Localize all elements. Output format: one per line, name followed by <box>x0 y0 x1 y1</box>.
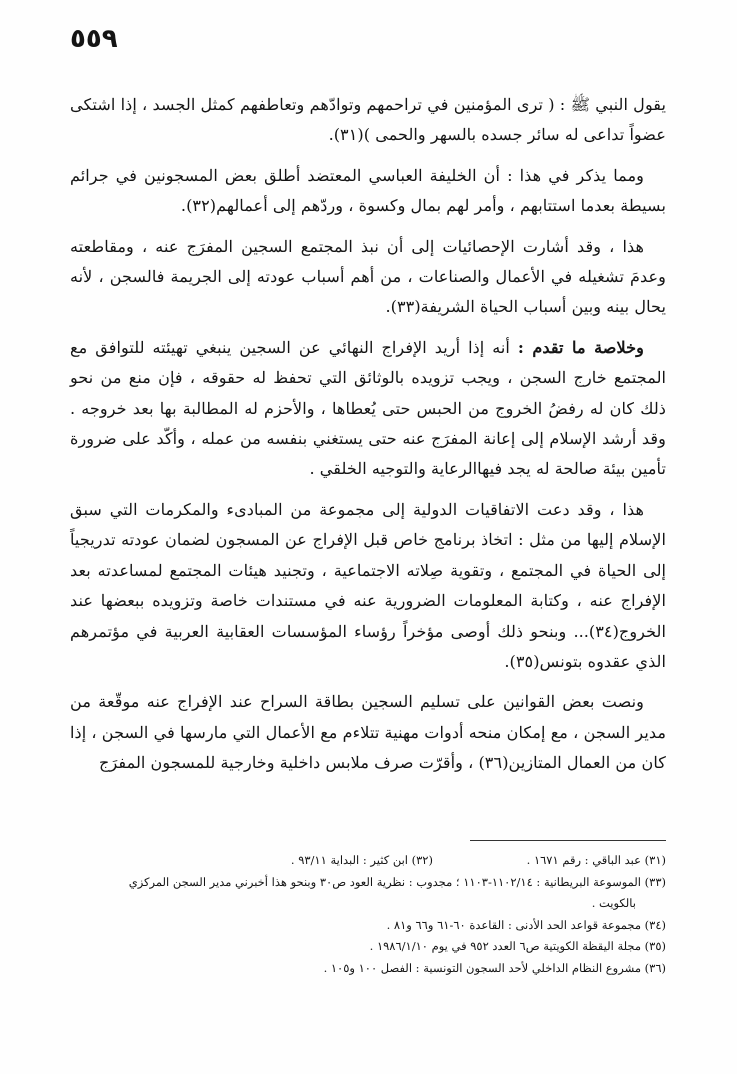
paragraph-caliph: ومما يذكر في هذا : أن الخليفة العباسي المعتضد أطلق بعض المسجونين في جرائم بسيطة بعدما استتابهم ، وأمر لهم بمال وكسوة ، وردّهم إلى أعمالهم(٣٢). <box>70 165 666 216</box>
paragraph-conventions: هذا ، وقد دعت الاتفاقيات الدولية إلى مجموعة من المبادىء والمكرمات التي سبق الإسلام إليها من مثل : اتخاذ برنامج خاص قبل الإفراج عن المسجون لضمان عودته تدريجياً إلى الحياة في المجتمع ، وتقوية صِلاته الاجتماعية ، وتجنيد هيئات المجتمع لمساعدته بعد الإفراج عنه ، وكتابة المعلومات الضرورية عنه في مستندات خاصة وتزويده ببعضها عند الخروج(٣٤)... وبنحو ذلك أوصى مؤخراً رؤساء المؤسسات العقابية العربية في مؤتمرهم الذي عقدوه بتونس(٣٥). <box>70 499 666 671</box>
footnote-row <box>70 850 666 872</box>
paragraph-hadith: يقول النبي ﷺ : ( ترى المؤمنين في تراحمهم وتوادّهم وتعاطفهم كمثل الجسد ، إذا اشتكى عضواً تداعى له سائر جسده بالسهر والحمى )(٣١). <box>70 95 666 145</box>
footnote-35: (٣٥) مجلة اليقظة الكويتية ص٦ العدد ٩٥٢ في يوم ١٩٨٦/١/١٠ . <box>369 939 666 953</box>
footnote-33-continued: بالكويت . <box>591 896 636 910</box>
summary-lead: وخلاصة ما تقدم : <box>517 337 644 357</box>
footnote-36: (٣٦) مشروع النظام الداخلي لأحد السجون التونسية : الفصل ١٠٠ و١٠٥ . <box>323 960 666 975</box>
body-text <box>70 90 666 789</box>
footnote-32: (٣٢) ابن كثير : البداية ٩٣/١١ . <box>290 853 433 867</box>
summary-text: أنه إذا أريد الإفراج النهائي عن السجين ينبغي تهيئته للتوافق مع المجتمع خارج السجن ، ويجب تزويده بالوثائق التي تحفظ له حقوقه ، فإن منع من نحو ذلك كان له رفضُ الخروج من الحبس حتى يُعطاها ، والأحزم له المطالبة بها بعد خروجه . وقد أرشد الإسلام إلى إعانة المفرَج عنه حتى يستغني بنفسه من عمله ، وأكّد على ضرورة تأمين بيئة صالحة له يجد فيهاالرعاية والتوجيه الخلقي . <box>70 337 666 479</box>
footnote-31: (٣١) عبد الباقي : رقم ١٦٧١ . <box>526 853 666 867</box>
footnotes <box>70 850 666 979</box>
paragraph-statistics: هذا ، وقد أشارت الإحصائيات إلى أن نبذ المجتمع السجين المفرَج عنه ، ومقاطعته وعدمَ تشغيله في الأعمال والصناعات ، من أهم أسباب عودته إلى الجريمة فالسجن ، لأنه يحال بينه وبين أسباب الحياة الشريفة(٣٣). <box>70 236 666 317</box>
paragraph-summary <box>70 333 666 485</box>
page-number: ٥٥٩ <box>70 24 118 54</box>
footnote-33: (٣٣) الموسوعة البريطانية : ١١٠٢/١٤-١١٠٣ ؛ مجدوب : نظرية العود ص٣٠ وبنحو هذا أخبرني مدير السجن المركزي <box>128 874 666 889</box>
footnote-divider <box>470 840 666 841</box>
paragraph-laws: ونصت بعض القوانين على تسليم السجين بطاقة السراح عند الإفراج عنه موقّعة من مدير السجن ، مع إمكان منحه أدوات مهنية تتلاءم مع الأعمال التي مارسها في السجن ، إذا كان من العمال المتازين(٣٦) ، وأقرّت صرف ملابس داخلية وخارجية للمسجون المفرَج <box>70 692 666 773</box>
footnote-34: (٣٤) مجموعة قواعد الحد الأدنى : القاعدة ٦٠-٦١ و٦٦ و٨١ . <box>386 917 666 932</box>
